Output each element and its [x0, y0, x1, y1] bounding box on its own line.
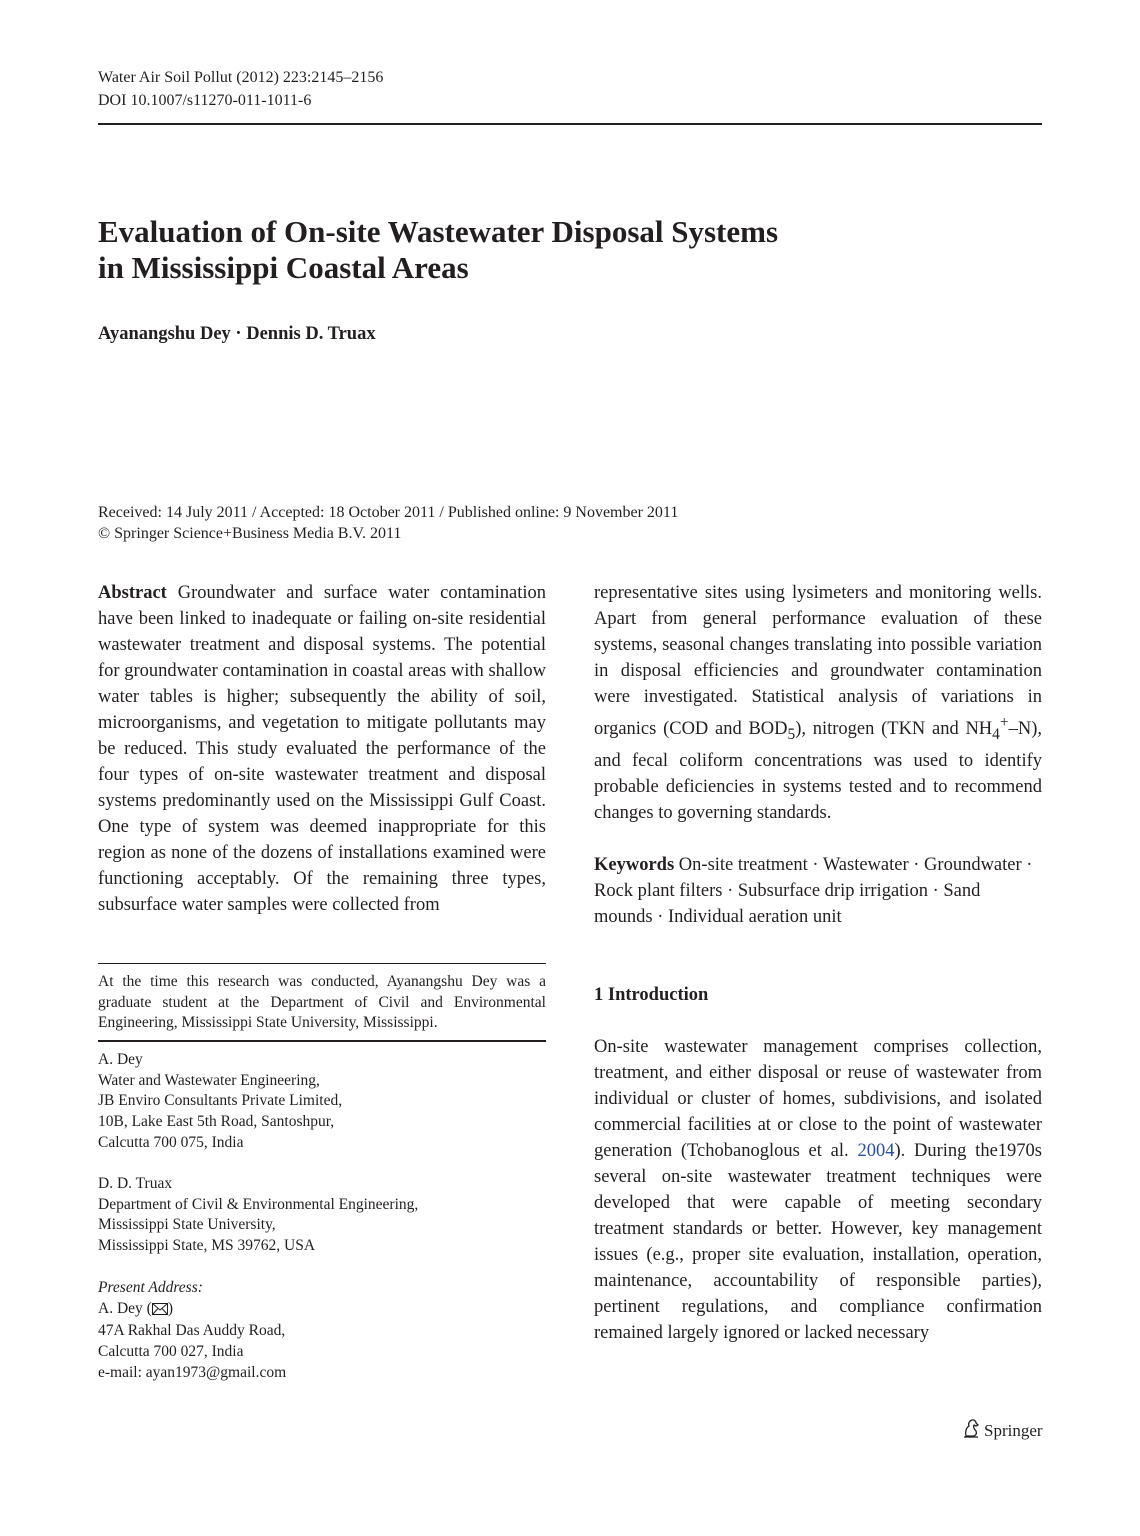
keywords [594, 852, 1042, 930]
envelope-icon [152, 1301, 168, 1322]
abstract-label: Abstract [98, 583, 167, 603]
dates-line: Received: 14 July 2011 / Accepted: 18 October 2011 / Published online: 9 November 2011 [98, 504, 679, 521]
research-note: At the time this research was conducted, Ayanangshu Dey was a graduate student at the Department of Civil and Environmental Engineering, Mississippi State University, Mississippi. [98, 973, 546, 1032]
author-name: Ayanangshu Dey [98, 324, 231, 344]
affiliation-line: D. D. Truax [98, 1175, 173, 1192]
keywords-label: Keywords [594, 854, 675, 875]
affiliation-line: JB Enviro Consultants Private Limited, [98, 1092, 343, 1110]
title-line-2: in Mississippi Coastal Areas [98, 250, 469, 285]
email-line[interactable]: e-mail: ayan1973@gmail.com [98, 1363, 287, 1381]
affiliation-line: Water and Wastewater Engineering, [98, 1071, 320, 1089]
abstract-column-left [98, 580, 546, 918]
present-address-name [98, 1299, 546, 1322]
address-line: 47A Rakhal Das Auddy Road, [98, 1322, 286, 1340]
abstract-text: representative sites using lysimeters and monitoring wells. Apart from general performance evaluation of these systems, seasonal changes translating into possible variation in disposal efficiencies and groundwater contamination were investigated. Statistical analysis of variations in organics (COD and BOD [594, 583, 1042, 740]
present-address-label: Present Address: [98, 1279, 203, 1296]
subscript: 5 [787, 725, 796, 743]
introduction-text [594, 1034, 1042, 1346]
affiliation-rule [98, 1040, 546, 1042]
affiliation-line: Calcutta 700 075, India [98, 1133, 244, 1151]
journal-header [98, 66, 383, 112]
author-separator: · [235, 324, 242, 344]
abstract-text: –N), and fecal coliform concentrations was used to identify probable deficiencies in systems tested and to recommend changes to governing standards. [594, 719, 1042, 823]
publisher-name: Springer [984, 1420, 1043, 1440]
subscript: 4 [992, 725, 1000, 743]
affiliation-line: Department of Civil & Environmental Engineering, [98, 1195, 419, 1213]
affiliation-truax [98, 1174, 546, 1257]
paren: ) [167, 1299, 173, 1317]
affiliation-line: Mississippi State, MS 39762, USA [98, 1237, 316, 1255]
copyright-text: Springer Science+Business Media B.V. 2011 [114, 525, 402, 542]
abstract-text: ), nitrogen (TKN and NH [795, 719, 993, 740]
abstract-text: Groundwater and surface water contamination have been linked to inadequate or failing on-site residential wastewater treatment and disposal systems. The potential for groundwater contamination in coastal areas with shallow water tables is higher; subsequently the ability of soil, microorganisms, and vegetation to mitigate pollutants may be reduced. This study evaluated the performance of the four types of on-site wastewater treatment and disposal systems predominantly used on the Mississippi Gulf Coast. One type of system was deemed inappropriate for this region as none of the dozens of installations examined were functioning acceptably. Of the remaining three types, subsurface water samples were collected from [98, 583, 546, 915]
body-text: ). During the1970s several on-site wastewater treatment techniques were developed that were capable of meeting secondary treatment standards or better. However, key management issues (e.g., proper site evaluation, installation, operation, maintenance, accountability of responsible parties), pertinent regulations, and compliance confirmation remained largely ignored or lacked necessary [594, 1140, 1042, 1343]
body-text: On-site wastewater management comprises collection, treatment, and either disposal or reuse of wastewater from individual or cluster of homes, subdivisions, and isolated commercial facilities at or close to the point of wastewater generation (Tchobanoglous et al. [594, 1036, 1042, 1161]
copyright-line [98, 523, 998, 544]
address-line: Calcutta 700 027, India [98, 1343, 244, 1361]
paper-title [98, 214, 998, 286]
doi[interactable]: DOI 10.1007/s11270-011-1011-6 [98, 92, 312, 109]
springer-horse-icon [962, 1418, 980, 1443]
footnote-rule [98, 963, 546, 964]
present-address [98, 1278, 546, 1384]
author-list [98, 324, 376, 345]
copyright-icon: © [98, 525, 111, 542]
abstract [98, 580, 546, 918]
title-line-1: Evaluation of On-site Wastewater Disposal Systems [98, 214, 779, 249]
keywords-text: On-site treatment · Wastewater · Groundwater · Rock plant filters · Subsurface drip irrigation · Sand mounds · Individual aeration unit [594, 854, 1033, 927]
publication-dates [98, 502, 998, 544]
publisher-logo [962, 1418, 1043, 1443]
abstract-column-right [594, 580, 1042, 1346]
affiliation-line: 10B, Lake East 5th Road, Santoshpur, [98, 1113, 335, 1131]
affiliation-dey [98, 1050, 546, 1154]
section-heading: 1 Introduction [594, 984, 709, 1005]
journal-citation: Water Air Soil Pollut (2012) 223:2145–2156 [98, 69, 384, 86]
author-name: A. Dey ( [98, 1299, 152, 1317]
header-rule [98, 123, 1042, 125]
affiliation-line: A. Dey [98, 1051, 143, 1068]
superscript: + [999, 714, 1009, 731]
citation-link[interactable]: 2004 [857, 1140, 895, 1161]
author-name: Dennis D. Truax [246, 324, 376, 344]
abstract-continued [594, 580, 1042, 826]
affiliation-line: Mississippi State University, [98, 1216, 276, 1234]
